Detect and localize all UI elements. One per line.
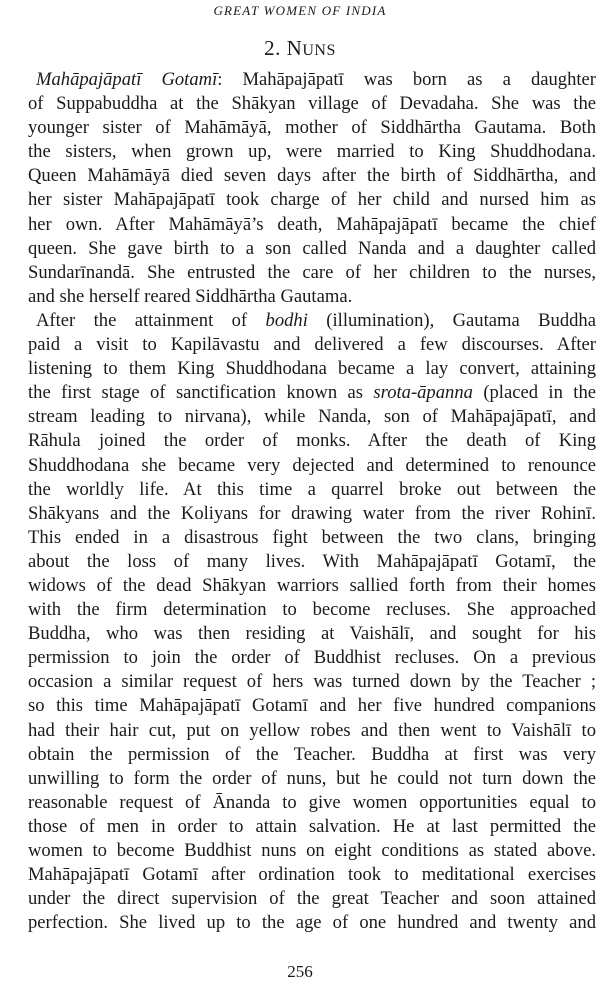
text-line: and she herself reared Siddhārtha Gautama. [28,285,353,307]
text-line: Queen Mahāmāyā died seven days after the birth of Siddhārtha, and [28,165,596,187]
text-line: unwilling to form the order of nuns, but he could not turn down the [28,767,596,789]
text-line: stream leading to nirvana), while Nanda, son of Mahāpajāpatī, and [28,406,596,428]
text-line: widows of the dead Shākyan warriors sallied forth from their homes [28,574,596,596]
text-line: This ended in a disastrous fight between the two clans, bringing [28,526,596,548]
text-line: with the firm determination to become recluses. She approached [28,599,596,621]
text-line: about the loss of many lives. With Mahāpajāpatī Gotamī, the [28,550,596,572]
text-line: obtain the permission of the Teacher. Buddha at first was very [28,743,596,765]
text-line: Buddha, who was then residing at Vaishālī, and sought for his [28,623,596,645]
text-line: under the direct supervision of the great Teacher and soon attained [28,888,596,910]
text-line: Rāhula joined the order of monks. After the death of King [28,430,596,452]
text-line: perfection. She lived up to the age of one hundred and twenty and [28,912,596,934]
text-line: Sundarīnandā. She entrusted the care of her children to the nurses, [28,261,596,283]
text-line: her own. After Mahāmāyā’s death, Mahāpajāpatī became the chief [28,213,596,235]
text-line: those of men in order to attain salvation. He at last permitted the [28,815,596,837]
text-line: paid a visit to Kapilāvastu and delivered a few discourses. After [28,334,596,356]
italic-lead: Mahāpajāpatī Gotamī [36,69,218,90]
text-line [28,68,596,92]
text-line: Shākyans and the Koliyans for drawing water from the river Rohinī. [28,502,596,524]
text-line: permission to join the order of Buddhist recluses. On a previous [28,647,596,669]
small-caps: UNS [302,42,336,59]
text-line: occasion a similar request of hers was turned down by the Teacher ; [28,671,596,693]
text-line: Mahāpajāpatī Gotamī after ordination took to meditational exercises [28,864,596,886]
text-line: her sister Mahāpajāpatī took charge of her child and nursed him as [28,189,596,211]
text-line: so this time Mahāpajāpatī Gotamī and her five hundred companions [28,695,596,717]
text-line: women to become Buddhist nuns on eight conditions as stated above. [28,840,596,861]
text-line: reasonable request of Ānanda to give women opportunities equal to [28,791,596,813]
section-title: 2. NUNS [264,36,336,60]
text-line: queen. She gave birth to a son called Nanda and a daughter called [28,237,596,259]
line-text: : Mahāpajāpatī was born as a daughter [217,69,596,90]
italic-term: bodhi [265,309,308,331]
running-head: GREAT WOMEN OF INDIA [213,3,387,18]
text-line: had their hair cut, put on yellow robes and then went to Vaishālī to [28,719,596,741]
text-line: the sisters, when grown up, were married to King Shuddhodana. [28,141,596,163]
text-line: the worldly life. At this time a quarrel broke out between the [28,478,596,500]
text-line: the first stage of sanctification known as srota-āpanna (placed in the [28,382,596,404]
body-text [28,68,596,935]
page-number: 256 [287,962,313,981]
paragraph [28,309,596,935]
text-line: listening to them King Shuddhodana became a lay convert, attaining [28,358,596,380]
paragraph [28,68,596,309]
text-line: After the attainment of bodhi (illumination), Gautama Buddha [36,309,596,331]
text-line: of Suppabuddha at the Shākyan village of Devadaha. She was the [28,93,596,115]
italic-term: srota-āpanna [373,382,473,404]
text-line: Shuddhodana she became very dejected and determined to renounce [28,454,596,476]
text-line: younger sister of Mahāmāyā, mother of Siddhārtha Gautama. Both [28,117,596,139]
